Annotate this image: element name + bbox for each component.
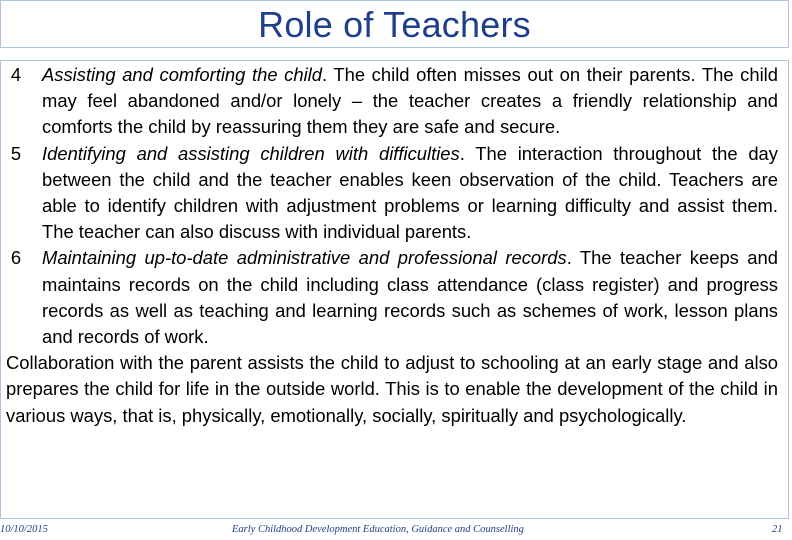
list-item-number: 5 [10,142,22,164]
title-box [0,0,789,48]
list-item-text: . The interaction throughout the day between the child and the teacher enables keen observation of the child. Teachers are able to identify children with adjustment problems or learning difficulty and assist them. The teacher can also discuss with individual parents. [42,142,778,243]
page-number: 21 [772,524,783,535]
list-item-text: . The child often misses out on their parents. The child may feel abandoned and/or lonely – the teacher creates a friendly relationship and comforts the child by reassuring them they are safe and secure. [42,64,778,138]
list-item-lead: Identifying and assisting children with difficulties [42,142,460,164]
list-item-number: 6 [10,247,22,269]
list-item-lead: Assisting and comforting the child [42,64,322,85]
body-text [6,62,778,429]
list-item-number: 4 [10,64,22,85]
list-item-text: . The teacher keeps and maintains records on the child including class attendance (class register) and progress records as well as teaching and learning records such as schemes of work, lesson plans and records of work. [42,247,778,348]
footer-date: 10/10/2015 [0,524,48,535]
slide-title: Role of Teachers [258,4,531,45]
closing-paragraph: Collaboration with the parent assists the child to adjust to schooling at an early stage and also prepares the child for life in the outside world. This is to enable the development of the child in various ways, that is, physically, emotionally, socially, spiritually and psychologically. [6,352,778,426]
footer-title: Early Childhood Development Education, Guidance and Counselling [232,524,524,535]
list-item [6,141,778,246]
list-item-lead: Maintaining up-to-date administrative and professional records [42,247,567,269]
list-item [6,245,778,350]
list-item [6,62,778,141]
